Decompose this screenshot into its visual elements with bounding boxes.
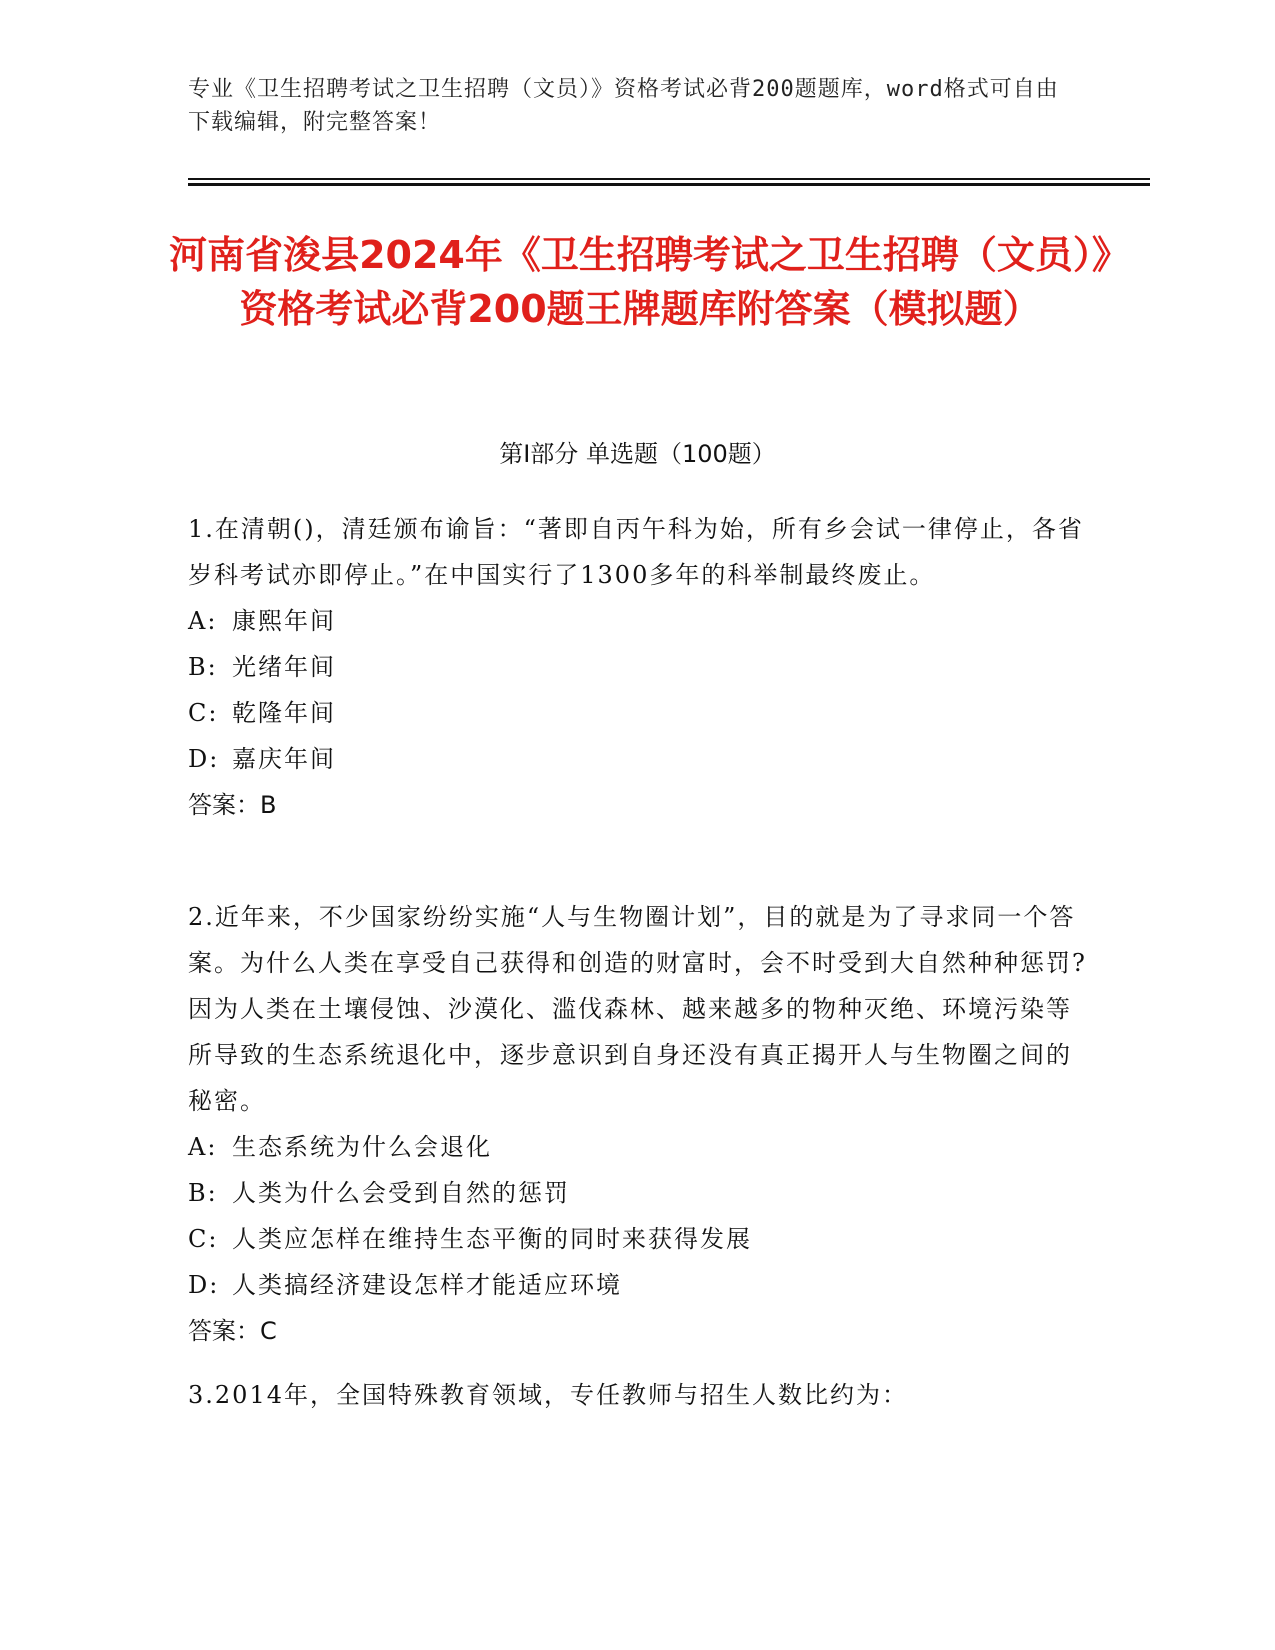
answer-line: 答案：C [188, 1317, 277, 1345]
question-3 [188, 1372, 1088, 1418]
option-text: 人类为什么会受到自然的惩罚 [232, 1179, 570, 1207]
option-key: C: [188, 699, 219, 727]
option-d [188, 1262, 1088, 1308]
option-a [188, 1124, 1088, 1170]
question-stem: 1.在清朝()，清廷颁布谕旨：“著即自丙午科为始，所有乡会试一律停止，各省岁科考试亦即停止。”在中国实行了1300多年的科举制最终废止。 [188, 515, 1084, 589]
header-note: 专业《卫生招聘考试之卫生招聘（文员）》资格考试必背200题题库，word格式可自由下载编辑，附完整答案！ [188, 77, 1059, 135]
answer-line: 答案：B [188, 791, 277, 819]
option-b [188, 644, 1088, 690]
option-key: A: [188, 607, 218, 635]
question-stem: 3.2014年，全国特殊教育领域，专任教师与招生人数比约为： [188, 1381, 908, 1409]
option-key: D: [188, 745, 220, 773]
option-key: B: [188, 653, 218, 681]
question-stem: 2.近年来，不少国家纷纷实施“人与生物圈计划”，目的就是为了寻求同一个答案。为什么人类在享受自己获得和创造的财富时，会不时受到大自然种种惩罚?因为人类在土壤侵蚀、沙漠化、滥伐森林、越来越多的物种灭绝、环境污染等所导致的生态系统退化中，逐步意识到自身还没有真正揭开人与生物圈之间的秘密。 [188, 903, 1087, 1115]
option-key: D: [188, 1271, 220, 1299]
option-key: C: [188, 1225, 219, 1253]
question-2 [188, 894, 1088, 1354]
document-title: 河南省浚县2024年《卫生招聘考试之卫生招聘（文员）》资格考试必背200题王牌题库附答案（模拟题） [169, 233, 1111, 331]
option-a [188, 598, 1088, 644]
option-text: 光绪年间 [232, 653, 336, 681]
question-1 [188, 506, 1088, 828]
option-text: 嘉庆年间 [232, 745, 336, 773]
option-c [188, 1216, 1088, 1262]
option-d [188, 736, 1088, 782]
option-c [188, 690, 1088, 736]
option-key: A: [188, 1133, 218, 1161]
header-divider-thin [188, 178, 1150, 180]
header-divider-thick [188, 183, 1150, 186]
option-b [188, 1170, 1088, 1216]
option-text: 乾隆年间 [232, 699, 336, 727]
option-text: 人类搞经济建设怎样才能适应环境 [232, 1271, 622, 1299]
option-text: 康熙年间 [232, 607, 336, 635]
option-key: B: [188, 1179, 218, 1207]
option-text: 人类应怎样在维持生态平衡的同时来获得发展 [232, 1225, 752, 1253]
section-heading: 第Ⅰ部分 单选题（100题） [499, 440, 776, 468]
option-text: 生态系统为什么会退化 [232, 1133, 492, 1161]
